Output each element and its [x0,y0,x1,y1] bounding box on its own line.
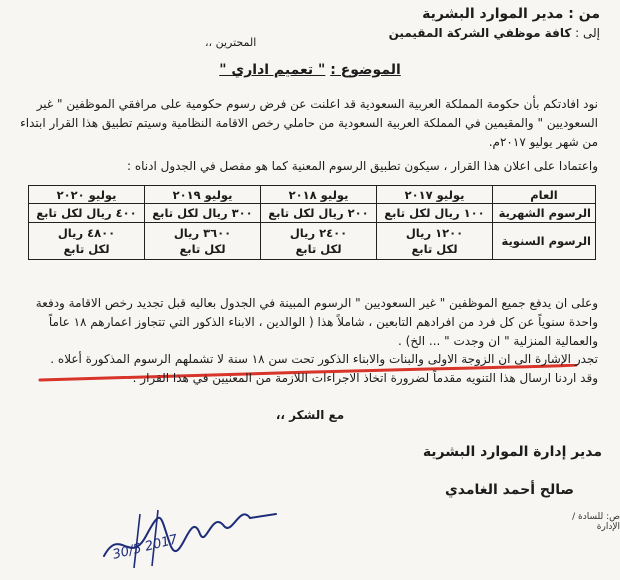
annual-fee-suffix: لكل تابع [63,242,110,256]
annual-fee-amount: ٣٦٠٠ ريال [173,226,232,240]
monthly-fees-label: الرسوم الشهرية [493,204,596,223]
closing-thanks: مع الشكر ،، [275,408,345,422]
annual-fee-amount: ٤٨٠٠ ريال [57,226,116,240]
annual-fee-suffix: لكل تابع [179,242,226,256]
annual-fees-row [29,223,596,260]
fees-table [28,185,596,260]
annual-fee-cell [377,223,493,260]
year-header: يوليو ٢٠١٩ [145,186,261,204]
exemption-highlight: تجدر الإشارة الى ان الزوجة الاولى والبنات والابناء الذكور تحت سن ١٨ سنة لا تشملهم الرسوم المذكورة أعلاه . [50,352,598,366]
year-header: يوليو ٢٠٢٠ [29,186,145,204]
signatory-title: مدير إدارة الموارد البشرية [422,444,602,460]
monthly-fee-cell: ٣٠٠ ريال لكل تابع [145,204,261,223]
annual-fee-amount: ١٢٠٠ ريال [405,226,464,240]
monthly-fees-row [29,204,596,223]
to-line [389,26,600,40]
paragraph-table-intro: واعتمادا على اعلان هذا القرار ، سيكون تطبيق الرسوم المعنية كما هو مفصل في الجدول ادناه : [126,159,598,173]
fees-table-header-row [29,186,596,204]
from-label: من : [568,6,600,22]
to-value: كافة موظفي الشركة المقيمين [388,26,572,40]
to-label: إلى : [575,26,600,40]
advance-notice: وقد اردنا ارسال هذا التنويه مقدماً لضرورة اتخاذ الاجراءات اللازمة من المعنيين في هذا القرار . [132,371,598,385]
cc-note: ص: للسادة / الإدارة [572,512,620,532]
monthly-fee-cell: ٢٠٠ ريال لكل تابع [261,204,377,223]
annual-fee-cell [29,223,145,260]
signatory-name: صالح أحمد الغامدي [444,482,574,498]
greeting: المحترين ،، [205,36,257,49]
monthly-fee-cell: ١٠٠ ريال لكل تابع [377,204,493,223]
annual-fee-suffix: لكل تابع [411,242,458,256]
table-corner-header: العام [493,186,596,204]
year-header: يوليو ٢٠١٨ [261,186,377,204]
annual-fees-label: الرسوم السنوية [493,223,596,260]
paragraph-intro: نود افادتكم بأن حكومة المملكة العربية السعودية قد اعلنت عن فرض رسوم حكومية على مرافقي الموظفين " غير السعوديين " والمقيمين في المملكة العربية السعودية من حاملي رخص الاقامة النظامية وسيتم تطبيق هذا القرار ابتداء من شهر يوليو ٢٠١٧م. [20,97,598,149]
from-line [422,6,600,22]
subject-line [0,62,620,78]
handwritten-signature [100,496,280,576]
annual-fee-cell [261,223,377,260]
monthly-fee-cell: ٤٠٠ ريال لكل تابع [29,204,145,223]
subject-value: " تعميم اداري " [219,62,326,78]
paragraph-exemption-note [8,350,598,388]
year-header: يوليو ٢٠١٧ [377,186,493,204]
paragraph-payment-terms: وعلى ان يدفع جميع الموظفين " غير السعوديين " الرسوم المبينة في الجدول بعاليه قبل تجديد رخص الاقامة ودفعة واحدة سنوياً عن كل فرد من افرادهم التابعين ، شاملاً هذا ( الوالدين ، الابناء الذكور التي تتجاوز اعمارهم ١٨ عاماً والعمالية المنزلية " ان وجدت " ... الخ) . [35,296,598,348]
annual-fee-suffix: لكل تابع [295,242,342,256]
subject-label: الموضوع : [330,62,401,78]
annual-fee-cell [145,223,261,260]
annual-fee-amount: ٢٤٠٠ ريال [289,226,348,240]
handwritten-date: 30/5 2017 [111,532,180,563]
from-value: مدير الموارد البشرية [422,6,564,22]
